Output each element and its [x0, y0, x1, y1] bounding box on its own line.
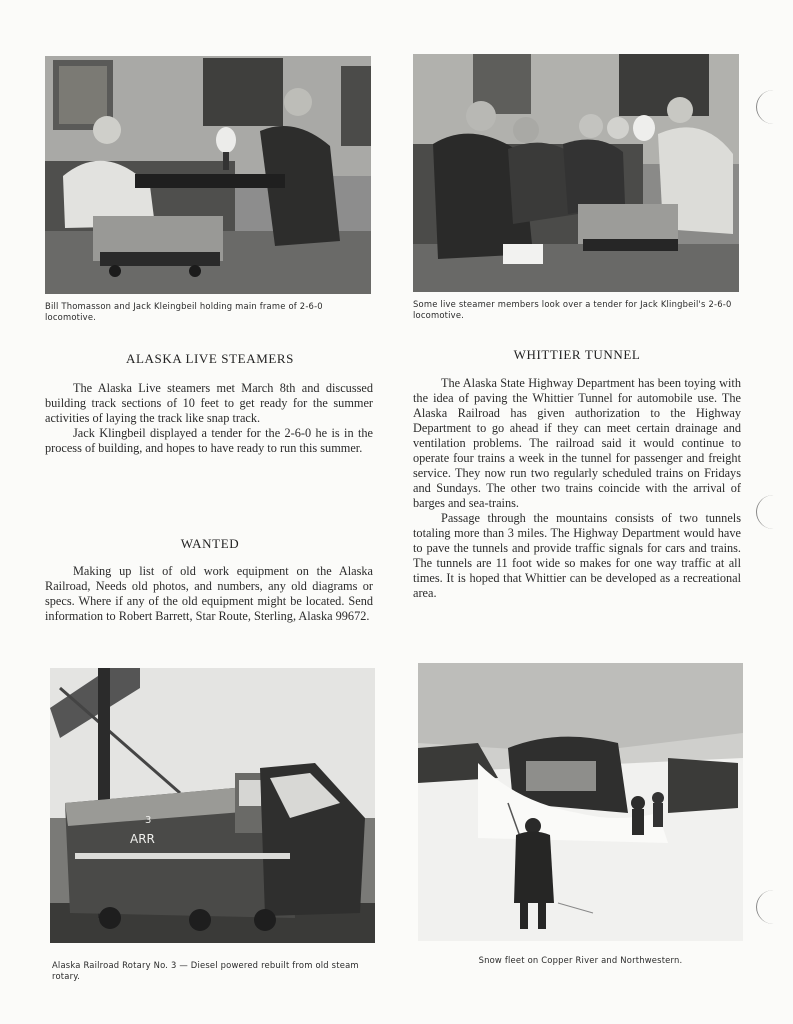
photo-top-left	[45, 56, 371, 294]
photo-bottom-left	[50, 668, 375, 943]
binder-hole-middle	[756, 495, 791, 529]
heading-alaska-live-steamers: ALASKA LIVE STEAMERS	[125, 351, 294, 366]
binder-hole-top	[756, 90, 791, 124]
loco-number: 3	[145, 815, 152, 826]
article-paragraph: Passage through the mountains consists of two tunnels totaling more than 3 miles. The Highway Department would have to pave the tunnels and provide traffic signals for cars and trains. The tunnels are 11 foot wide so makes for one way traffic at all times. It is hoped that Whittier can be developed as a recreational area.	[413, 511, 741, 600]
article-alaska-live-steamers	[45, 381, 373, 456]
photo-top-right	[413, 54, 739, 292]
heading-wanted: WANTED	[180, 536, 240, 551]
article-whittier-tunnel	[413, 376, 741, 601]
heading-whittier-tunnel: WHITTIER TUNNEL	[513, 347, 641, 362]
article-wanted	[45, 564, 373, 624]
binder-hole-bottom	[756, 890, 791, 924]
article-paragraph: The Alaska State Highway Department has been toying with the idea of paving the Whittier Tunnel for automobile use. The Alaska Railroad has given authorization to the Highway Department to go ahead if they can meet certain drainage and ventilation problems. The railroad said it would continue to operate four trains a week in the tunnel for passenger and freight service. They now run two regularly scheduled trains on Fridays and Sundays. The other two trains coincide with the arrival of barges and sea-trains.	[413, 376, 741, 510]
caption-top-right: Some live steamer members look over a tender for Jack Klingbeil's 2-6-0 locomotive.	[413, 299, 732, 320]
article-paragraph: Jack Klingbeil displayed a tender for the 2-6-0 he is in the process of building, and hopes to have ready to run this summer.	[45, 426, 373, 455]
loco-lettering: ARR	[130, 832, 155, 846]
article-paragraph: The Alaska Live steamers met March 8th and discussed building track sections of 10 feet to get ready for the summer activities of laying the track like snap track.	[45, 381, 373, 425]
caption-bottom-left: Alaska Railroad Rotary No. 3 — Diesel powered rebuilt from old steam rotary.	[52, 960, 359, 981]
caption-top-left: Bill Thomasson and Jack Kleingbeil holding main frame of 2-6-0 locomotive.	[45, 301, 323, 322]
caption-bottom-right: Snow fleet on Copper River and Northwestern.	[478, 955, 683, 965]
article-paragraph: Making up list of old work equipment on the Alaska Railroad, Needs old photos, and numbers, any old diagrams or specs. Where if any of the old equipment might be located. Send information to Robert Barrett, Star Route, Sterling, Alaska 99672.	[45, 564, 373, 623]
photo-bottom-right	[418, 663, 743, 941]
